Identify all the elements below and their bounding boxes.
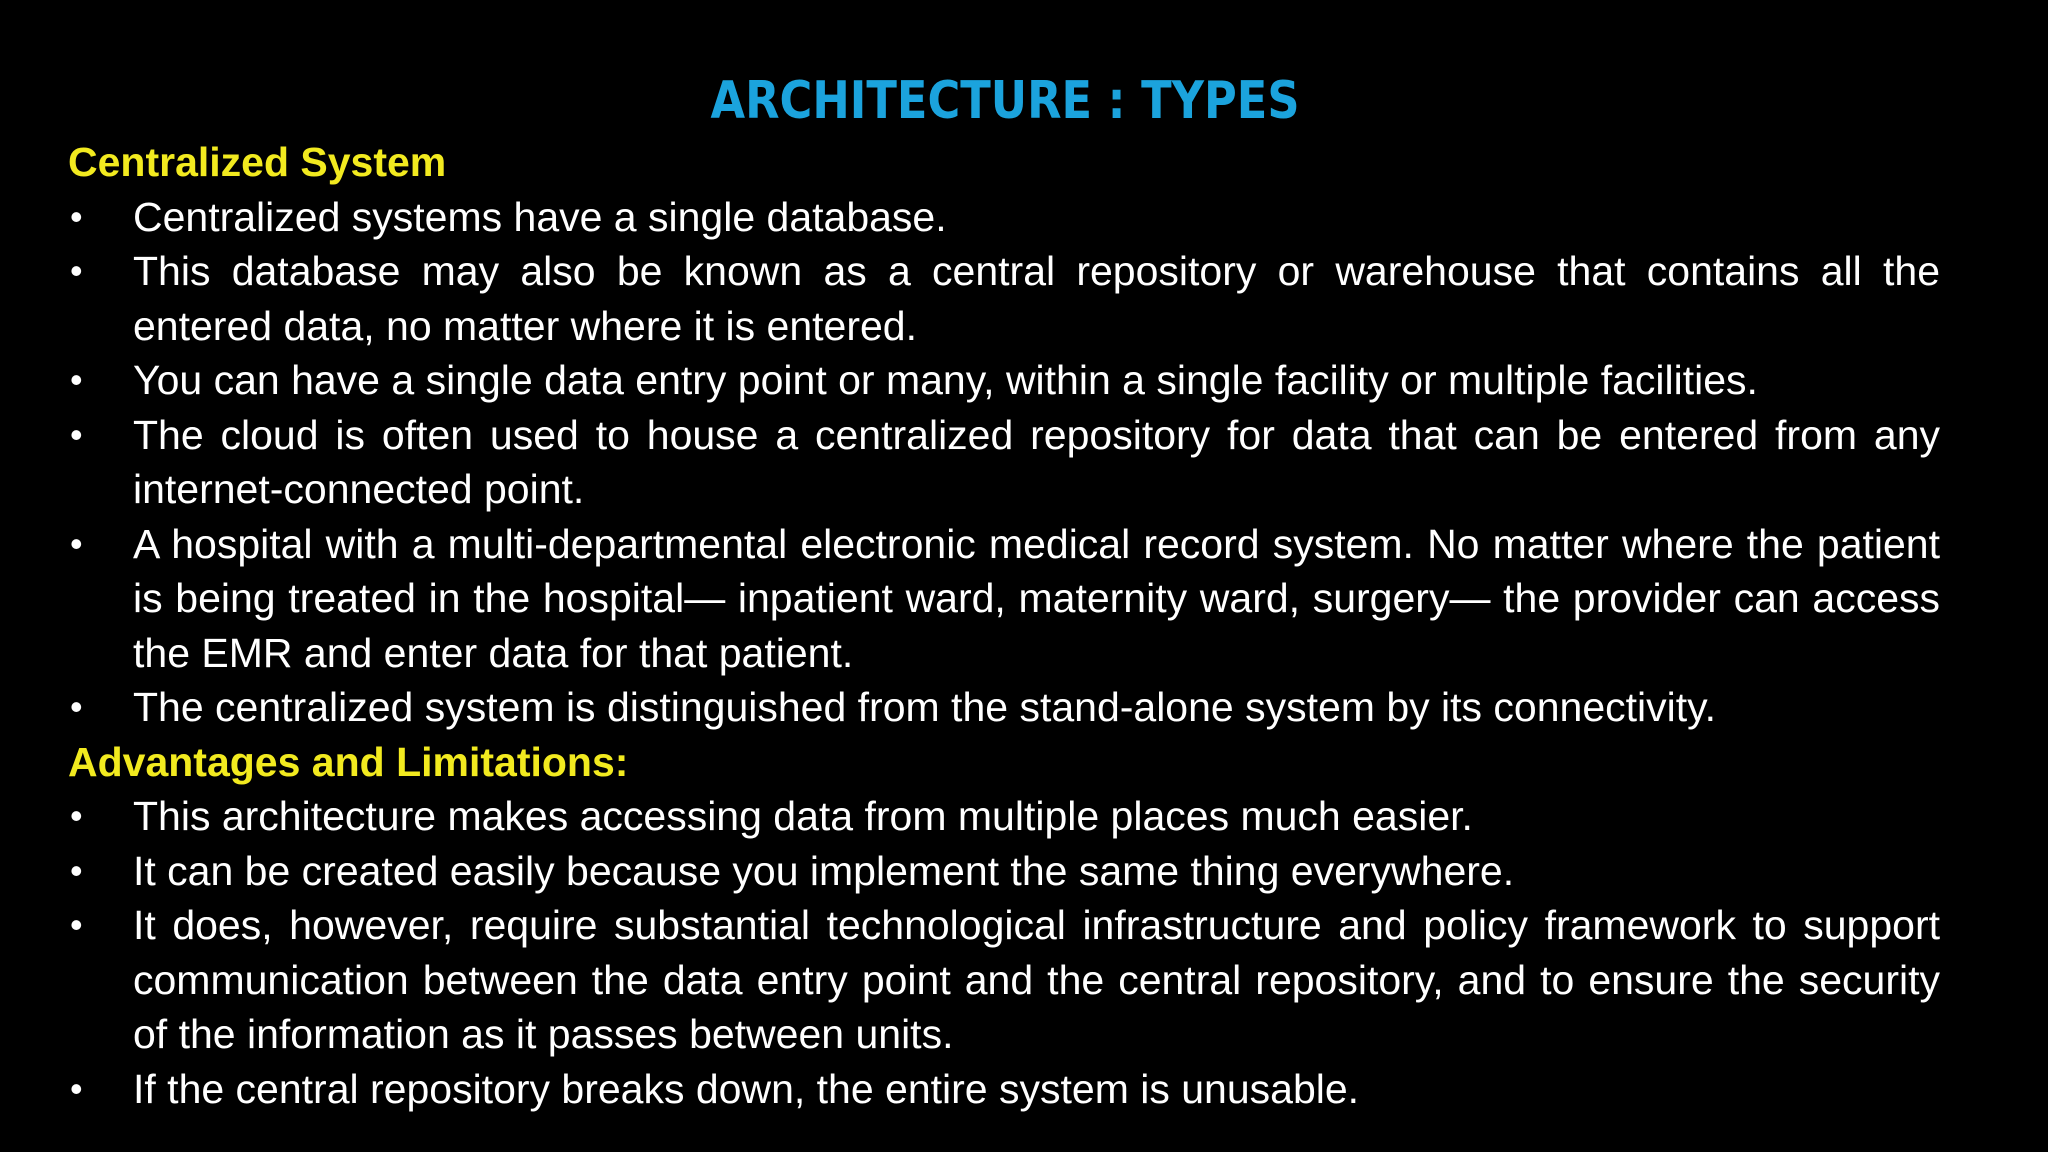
bullet-text: It can be created easily because you implement the same thing everywhere. xyxy=(133,847,1515,894)
bullet-text: If the central repository breaks down, the entire system is unusable. xyxy=(133,1065,1360,1112)
bullet-icon: • xyxy=(70,849,83,891)
bullet-item xyxy=(68,190,1940,245)
section-heading: Centralized System xyxy=(68,139,447,185)
bullet-text: This database may also be known as a central repository or warehouse that contains all the entered data, no matter where it is entered. xyxy=(133,248,1940,349)
bullet-text: It does, however, require substantial technological infrastructure and policy framework to support communication between the data entry point and the central repository, and to ensure the security of the information as it passes between units. xyxy=(133,902,1940,1057)
section-centralized-system xyxy=(68,135,1940,735)
bullet-text: Centralized systems have a single database. xyxy=(133,193,947,240)
bullet-item xyxy=(68,844,1940,899)
bullet-icon: • xyxy=(70,195,83,237)
bullet-item xyxy=(68,680,1940,735)
bullet-text: The centralized system is distinguished from the stand-alone system by its connectivity. xyxy=(133,684,1716,730)
bullet-item xyxy=(68,1062,1940,1117)
bullet-icon: • xyxy=(70,1067,83,1109)
bullet-text: A hospital with a multi-departmental electronic medical record system. No matter where the patient is being treated in the hospital— inpatient ward, maternity ward, surgery— the provider can access the EMR and enter data for that patient. xyxy=(133,520,1940,676)
bullet-icon: • xyxy=(70,522,83,564)
bullet-text: This architecture makes accessing data from multiple places much easier. xyxy=(133,793,1473,839)
bullet-icon: • xyxy=(70,359,83,400)
bullet-icon: • xyxy=(70,250,83,291)
bullet-item xyxy=(68,244,1940,353)
slide-title: ARCHITECTURE : TYPES xyxy=(710,71,1300,131)
bullet-item xyxy=(68,408,1940,517)
bullet-icon: • xyxy=(70,904,83,945)
bullet-item xyxy=(68,789,1940,844)
bullet-icon: • xyxy=(70,795,83,836)
bullet-item xyxy=(68,517,1940,681)
bullet-text: The cloud is often used to house a centralized repository for data that can be entered from any internet-connected point. xyxy=(133,411,1940,512)
bullet-list xyxy=(68,789,1940,1116)
bullet-list xyxy=(68,190,1940,735)
slide-content xyxy=(68,135,1940,1116)
section-heading: Advantages and Limitations: xyxy=(68,738,629,785)
bullet-text: You can have a single data entry point or many, within a single facility or multiple facilities. xyxy=(133,357,1758,403)
section-advantages-limitations xyxy=(68,735,1940,1117)
bullet-icon: • xyxy=(70,686,83,727)
bullet-icon: • xyxy=(70,413,83,455)
bullet-item xyxy=(68,898,1940,1062)
bullet-item xyxy=(68,353,1940,408)
